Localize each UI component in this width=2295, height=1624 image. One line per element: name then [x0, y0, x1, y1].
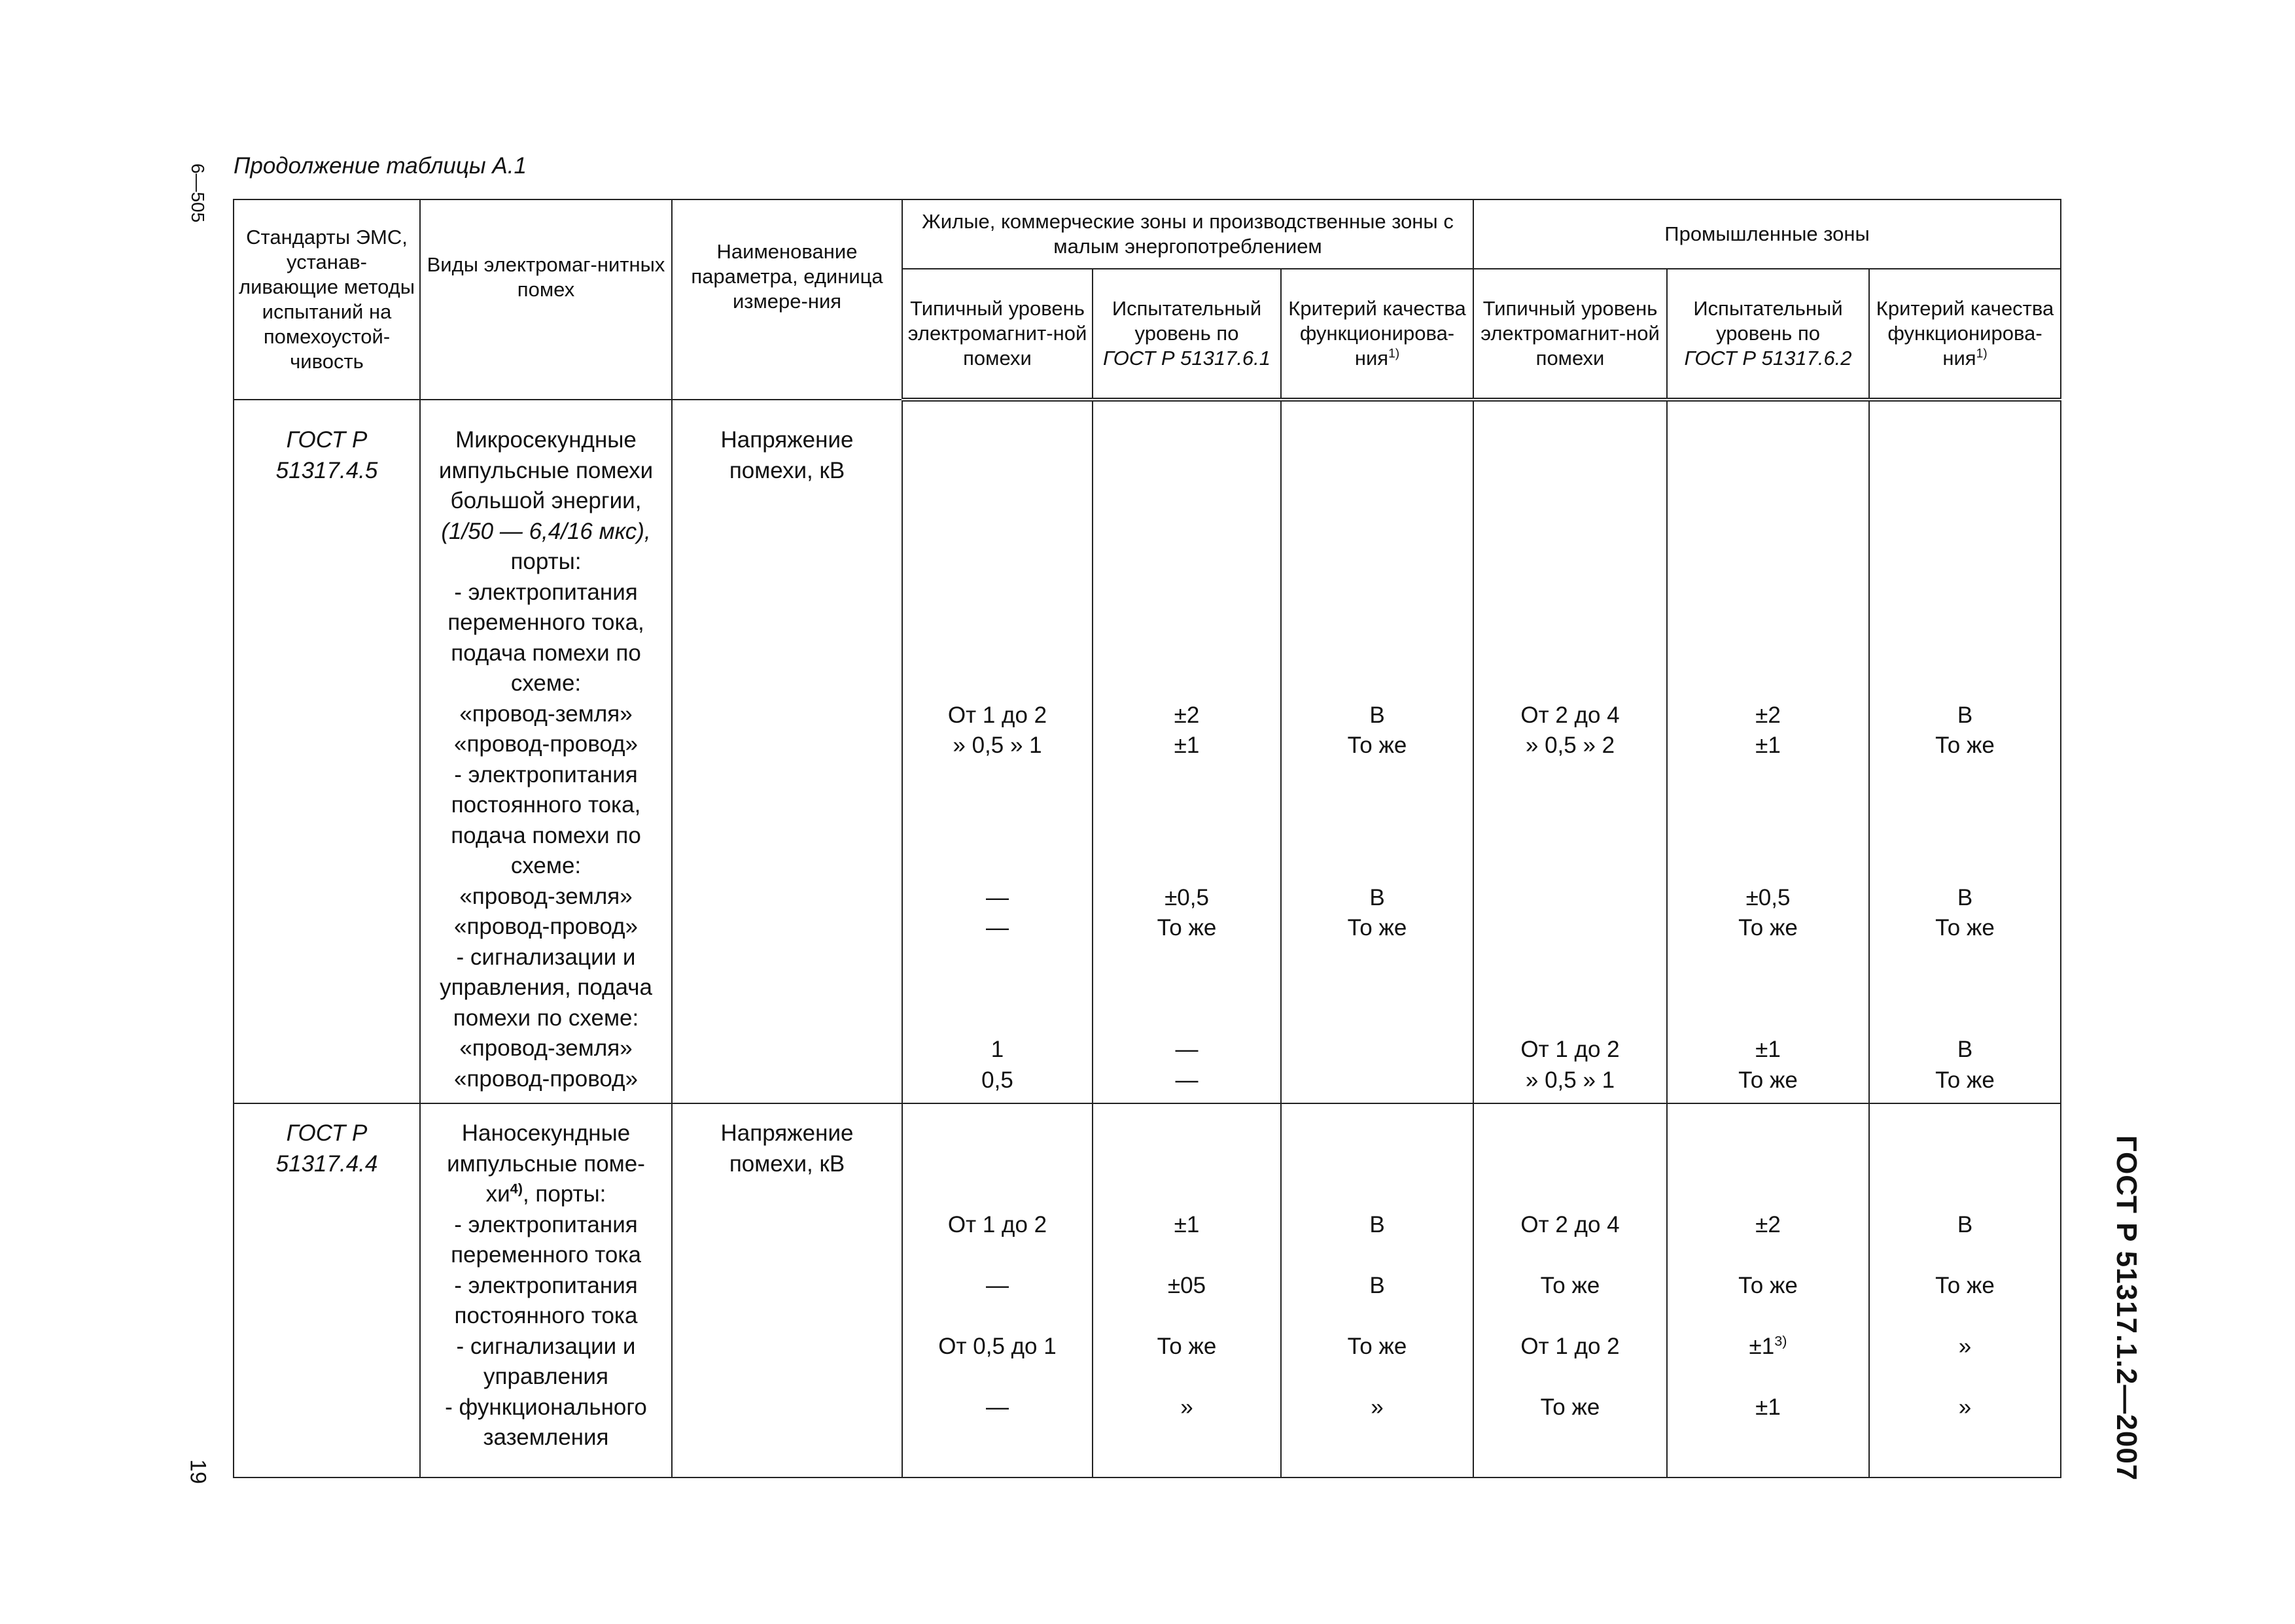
- value-line: [1672, 1362, 1865, 1392]
- value-line: [907, 761, 1088, 792]
- value-line: [1097, 1005, 1276, 1035]
- value-line: То же: [1157, 1333, 1217, 1359]
- value-line: [1672, 426, 1865, 457]
- value-line: »: [1180, 1394, 1193, 1420]
- cell-res-typical: [902, 400, 1093, 1103]
- cell-interference-type: [420, 1103, 672, 1477]
- value-line: [1478, 974, 1662, 1005]
- cell-standard: [234, 400, 420, 1103]
- value-line: [1478, 1423, 1662, 1453]
- value-line: [1097, 1240, 1276, 1271]
- value-line: [1478, 518, 1662, 549]
- value-line: ±2: [1174, 702, 1200, 728]
- cell-res-criterion: [1281, 1103, 1473, 1477]
- type-line: большой энергии,: [450, 488, 642, 513]
- type-line: импульсные поме-: [447, 1150, 645, 1177]
- value-line: [1097, 579, 1276, 610]
- type-line: помехи по схеме:: [453, 1005, 639, 1031]
- value-line: От 2 до 4: [1520, 1211, 1620, 1237]
- value-line: [1672, 1149, 1865, 1180]
- value-line: [1672, 822, 1865, 853]
- value-line: [1478, 1362, 1662, 1392]
- value-line: [1672, 791, 1865, 822]
- value-line: То же: [1157, 915, 1217, 941]
- value-line: [1874, 791, 2056, 822]
- header-ind-criterion: Критерий качества функционирова-ния$^{1)}$: [1869, 269, 2061, 400]
- cell-standard: [234, 1103, 420, 1477]
- type-line: - сигнализации и: [456, 1333, 636, 1359]
- value-line: [1286, 1005, 1469, 1035]
- value-line: ±1: [1755, 1394, 1781, 1420]
- type-line: постоянного тока: [454, 1303, 638, 1329]
- value-line: [1874, 1179, 2056, 1210]
- value-line: [1097, 1149, 1276, 1180]
- value-line: [1286, 609, 1469, 640]
- value-line: То же: [1935, 733, 1995, 758]
- value-line: [1874, 457, 2056, 488]
- value-line: [1478, 1179, 1662, 1210]
- value-line: —: [1175, 1037, 1199, 1062]
- type-line: подача помехи по: [451, 640, 641, 666]
- value-line: ±0,5: [1745, 884, 1791, 910]
- value-line: [1286, 518, 1469, 549]
- value-line: [1478, 1301, 1662, 1332]
- type-line: схеме:: [510, 853, 582, 878]
- cell-ind-typical: [1473, 400, 1667, 1103]
- value-line: $\pm 1^{3)}$: [1749, 1332, 1787, 1359]
- value-line: [1097, 487, 1276, 518]
- type-line: «провод-провод»: [454, 914, 638, 939]
- type-line: переменного тока,: [447, 610, 644, 635]
- type-line: - функционального: [445, 1394, 647, 1420]
- cell-res-test: [1093, 1103, 1281, 1477]
- value-line: ±2: [1755, 702, 1781, 728]
- cell-res-test: [1093, 400, 1281, 1103]
- value-line: То же: [1935, 915, 1995, 941]
- cell-ind-criterion: [1869, 1103, 2061, 1477]
- value-line: ±05: [1167, 1272, 1206, 1298]
- value-line: [1672, 579, 1865, 610]
- value-line: ±1: [1755, 1037, 1781, 1062]
- header-standards: Стандарты ЭМС, устанав-ливающие методы испытаний на помехоустой-чивость: [234, 199, 420, 400]
- cell-parameter: [672, 400, 902, 1103]
- value-line: [1097, 822, 1276, 853]
- value-line: ±1: [1755, 733, 1781, 758]
- table-row: [234, 400, 2061, 1103]
- cell-ind-test: [1667, 400, 1869, 1103]
- type-line: «провод-земля»: [459, 700, 633, 727]
- value-line: [1478, 944, 1662, 975]
- value-line: [1097, 1179, 1276, 1210]
- value-line: [1478, 761, 1662, 792]
- value-line: [907, 487, 1088, 518]
- value-line: 0,5: [981, 1067, 1013, 1093]
- continuation-title: Продолжение таблицы А.1: [234, 153, 527, 179]
- type-line: переменного тока: [451, 1242, 641, 1268]
- cell-res-criterion: [1281, 400, 1473, 1103]
- value-line: ±1: [1174, 1211, 1200, 1237]
- type-line: импульсные помехи: [438, 457, 654, 483]
- value-line: [907, 457, 1088, 488]
- value-line: [1672, 1118, 1865, 1149]
- value-line: —: [986, 884, 1009, 910]
- parameter-text: Напряжение помехи, кВ: [720, 1120, 854, 1177]
- header-parameter: Наименование параметра, единица измере-ния: [672, 199, 902, 400]
- cell-res-typical: [902, 1103, 1093, 1477]
- value-line: [1286, 1240, 1469, 1271]
- side-code: 6—505: [188, 163, 208, 223]
- value-line: [1874, 670, 2056, 700]
- value-line: [1874, 1118, 2056, 1149]
- value-line: [907, 974, 1088, 1005]
- value-line: [907, 852, 1088, 883]
- type-line: постоянного тока,: [451, 792, 641, 818]
- value-line: [1097, 1118, 1276, 1149]
- value-line: В: [1369, 702, 1385, 728]
- standard-id: ГОСТ Р 51317.1.2—2007: [2111, 1135, 2143, 1481]
- header-res-test: Испытательный уровень по ГОСТ Р 51317.6.1: [1093, 269, 1281, 400]
- value-line: [1874, 1149, 2056, 1180]
- value-line: [1874, 1005, 2056, 1035]
- value-line: 1: [990, 1037, 1004, 1062]
- type-line: - сигнализации и: [456, 944, 636, 970]
- value-line: [907, 944, 1088, 975]
- value-line: [907, 548, 1088, 579]
- value-line: [1286, 579, 1469, 610]
- value-line: [1478, 913, 1662, 944]
- value-line: То же: [1540, 1394, 1600, 1420]
- value-line: [1478, 1240, 1662, 1271]
- value-line: ±1: [1174, 733, 1200, 758]
- standard-ref: ГОСТ Р 51317.4.5: [275, 427, 378, 483]
- cell-ind-typical: [1473, 1103, 1667, 1477]
- value-line: [1286, 670, 1469, 700]
- value-line: [1097, 852, 1276, 883]
- value-line: [1286, 1423, 1469, 1453]
- value-line: » 0,5 » 1: [953, 733, 1042, 758]
- value-line: [1097, 1362, 1276, 1392]
- value-line: То же: [1540, 1272, 1600, 1298]
- value-line: [1097, 1301, 1276, 1332]
- value-line: —: [1175, 1067, 1199, 1093]
- value-line: [1286, 1118, 1469, 1149]
- value-line: [1097, 640, 1276, 670]
- header-ind-typical: Типичный уровень электромагнит-ной помехи: [1473, 269, 1667, 400]
- value-line: [1478, 609, 1662, 640]
- type-line: - электропитания: [454, 761, 638, 787]
- value-line: [1478, 579, 1662, 610]
- value-line: То же: [1347, 1333, 1407, 1359]
- value-line: От 1 до 2: [1520, 1333, 1620, 1359]
- type-line: схеме:: [510, 670, 582, 696]
- value-line: В: [1957, 1211, 1973, 1237]
- value-line: [1478, 640, 1662, 670]
- value-line: [1097, 518, 1276, 549]
- value-line: [1097, 761, 1276, 792]
- value-line: [1874, 974, 2056, 1005]
- value-line: [1672, 944, 1865, 975]
- value-line: В: [1369, 1272, 1385, 1298]
- value-line: [1672, 1005, 1865, 1035]
- value-line: [907, 1423, 1088, 1453]
- value-line: [1478, 1005, 1662, 1035]
- header-res-typical: Типичный уровень электромагнит-ной помехи: [902, 269, 1093, 400]
- value-line: В: [1957, 702, 1973, 728]
- value-line: [1672, 1301, 1865, 1332]
- type-line: «провод-провод»: [454, 1065, 638, 1092]
- value-line: [907, 640, 1088, 670]
- type-line: Микросекундные: [455, 427, 637, 453]
- value-line: [1672, 609, 1865, 640]
- value-line: [1478, 670, 1662, 700]
- cell-ind-criterion: [1869, 400, 2061, 1103]
- emc-table: [233, 199, 2061, 1478]
- value-line: [1672, 548, 1865, 579]
- value-line: [907, 1362, 1088, 1392]
- value-line: [1097, 974, 1276, 1005]
- value-line: [1672, 487, 1865, 518]
- value-line: [907, 822, 1088, 853]
- value-line: [907, 1240, 1088, 1271]
- value-line: [1478, 1149, 1662, 1180]
- value-line: [1286, 640, 1469, 670]
- value-line: [1097, 609, 1276, 640]
- value-line: [1097, 791, 1276, 822]
- value-line: [1286, 1065, 1469, 1096]
- type-line: управления, подача: [440, 975, 652, 1000]
- value-line: [907, 579, 1088, 610]
- value-line: [907, 1149, 1088, 1180]
- value-line: От 1 до 2: [947, 702, 1047, 728]
- value-line: [1286, 1301, 1469, 1332]
- header-group-residential: Жилые, коммерческие зоны и производственные зоны с малым энергопотреблением: [902, 199, 1473, 269]
- value-line: То же: [1738, 1067, 1798, 1093]
- header-res-criterion: Критерий качества функционирова-ния$^{1)}$: [1281, 269, 1473, 400]
- value-line: [1672, 761, 1865, 792]
- value-line: [1478, 548, 1662, 579]
- value-line: То же: [1347, 915, 1407, 941]
- value-line: [1097, 548, 1276, 579]
- type-line: «провод-земля»: [459, 1035, 633, 1061]
- value-line: »: [1371, 1394, 1384, 1420]
- type-line: порты:: [510, 549, 582, 574]
- value-line: [1874, 1240, 2056, 1271]
- table-row: [234, 1103, 2061, 1477]
- type-line: «провод-земля»: [459, 883, 633, 909]
- value-line: [1672, 457, 1865, 488]
- value-line: —: [986, 915, 1009, 941]
- value-line: [907, 1301, 1088, 1332]
- value-line: [1672, 518, 1865, 549]
- value-line: [1874, 944, 2056, 975]
- value-line: [1874, 1301, 2056, 1332]
- value-line: ±0,5: [1165, 884, 1209, 910]
- value-line: [1286, 822, 1469, 853]
- value-line: То же: [1935, 1272, 1995, 1298]
- value-line: [1874, 1362, 2056, 1392]
- value-line: [1478, 1118, 1662, 1149]
- value-line: [1672, 1423, 1865, 1453]
- value-line: [1672, 640, 1865, 670]
- cell-interference-type: [420, 400, 672, 1103]
- value-line: [907, 426, 1088, 457]
- value-line: »: [1958, 1333, 1972, 1359]
- value-line: [1286, 426, 1469, 457]
- value-line: То же: [1738, 1272, 1798, 1298]
- value-line: [1097, 457, 1276, 488]
- header-ind-test: Испытательный уровень по ГОСТ Р 51317.6.2: [1667, 269, 1869, 400]
- value-line: [1478, 457, 1662, 488]
- value-line: [1874, 852, 2056, 883]
- value-line: [1478, 822, 1662, 853]
- header-types: Виды электромаг-нитных помех: [420, 199, 672, 400]
- parameter-text: Напряжение помехи, кВ: [720, 427, 854, 483]
- value-line: [1097, 1423, 1276, 1453]
- value-line: [1286, 487, 1469, 518]
- value-line: [907, 1179, 1088, 1210]
- type-line: $хи^{4)}$, порты:: [485, 1180, 606, 1207]
- value-line: [1286, 761, 1469, 792]
- value-line: [1478, 426, 1662, 457]
- value-line: От 0,5 до 1: [938, 1333, 1057, 1359]
- value-line: То же: [1738, 915, 1798, 941]
- page-number: 19: [185, 1459, 211, 1484]
- standard-ref: ГОСТ Р 51317.4.4: [275, 1120, 378, 1177]
- type-line: - электропитания: [454, 1211, 638, 1237]
- value-line: [1097, 426, 1276, 457]
- value-line: [1874, 548, 2056, 579]
- value-line: »: [1958, 1394, 1972, 1420]
- type-line: - электропитания: [454, 579, 638, 605]
- value-line: В: [1369, 884, 1385, 910]
- value-line: [1097, 670, 1276, 700]
- cell-parameter: [672, 1103, 902, 1477]
- value-line: [1286, 1035, 1469, 1065]
- value-line: [1478, 852, 1662, 883]
- value-line: [1478, 487, 1662, 518]
- value-line: [907, 1118, 1088, 1149]
- type-line: (1/50 — 6,4/16 мкс),: [441, 518, 651, 544]
- value-line: [1874, 822, 2056, 853]
- value-line: [1286, 1362, 1469, 1392]
- value-line: От 2 до 4: [1520, 702, 1620, 728]
- value-line: То же: [1347, 733, 1407, 758]
- value-line: [1097, 944, 1276, 975]
- value-line: ±2: [1755, 1211, 1781, 1237]
- value-line: » 0,5 » 2: [1525, 733, 1615, 758]
- value-line: [1286, 1179, 1469, 1210]
- value-line: [907, 791, 1088, 822]
- value-line: [1286, 974, 1469, 1005]
- value-line: [1286, 1149, 1469, 1180]
- value-line: —: [986, 1272, 1009, 1298]
- value-line: [1874, 1423, 2056, 1453]
- cell-ind-test: [1667, 1103, 1869, 1477]
- value-line: [907, 609, 1088, 640]
- value-line: [1874, 518, 2056, 549]
- value-line: [1874, 640, 2056, 670]
- value-line: [1874, 426, 2056, 457]
- value-line: [1672, 852, 1865, 883]
- value-line: [907, 518, 1088, 549]
- value-line: [907, 1005, 1088, 1035]
- value-line: [1874, 487, 2056, 518]
- value-line: То же: [1935, 1067, 1995, 1093]
- value-line: [1874, 761, 2056, 792]
- value-line: В: [1957, 1037, 1973, 1062]
- value-line: [1286, 944, 1469, 975]
- value-line: [1286, 852, 1469, 883]
- value-line: [907, 670, 1088, 700]
- type-line: подача помехи по: [451, 822, 641, 848]
- value-line: В: [1957, 884, 1973, 910]
- value-line: [1874, 609, 2056, 640]
- value-line: [1672, 670, 1865, 700]
- value-line: » 0,5 » 1: [1525, 1067, 1615, 1093]
- value-line: [1672, 1240, 1865, 1271]
- value-line: [1286, 457, 1469, 488]
- header-group-industrial: Промышленные зоны: [1473, 199, 2061, 269]
- value-line: [1672, 1179, 1865, 1210]
- value-line: [1874, 579, 2056, 610]
- value-line: —: [986, 1394, 1009, 1420]
- value-line: [1286, 548, 1469, 579]
- type-line: - электропитания: [454, 1272, 638, 1298]
- type-line: Наносекундные: [461, 1120, 631, 1147]
- type-line: заземления: [483, 1425, 609, 1451]
- value-line: От 1 до 2: [947, 1211, 1047, 1237]
- value-line: [1478, 883, 1662, 914]
- type-line: управления: [483, 1364, 608, 1390]
- value-line: [1478, 791, 1662, 822]
- value-line: От 1 до 2: [1520, 1037, 1620, 1062]
- value-line: [1286, 791, 1469, 822]
- type-line: «провод-провод»: [454, 731, 638, 757]
- value-line: [1672, 974, 1865, 1005]
- value-line: В: [1369, 1211, 1385, 1237]
